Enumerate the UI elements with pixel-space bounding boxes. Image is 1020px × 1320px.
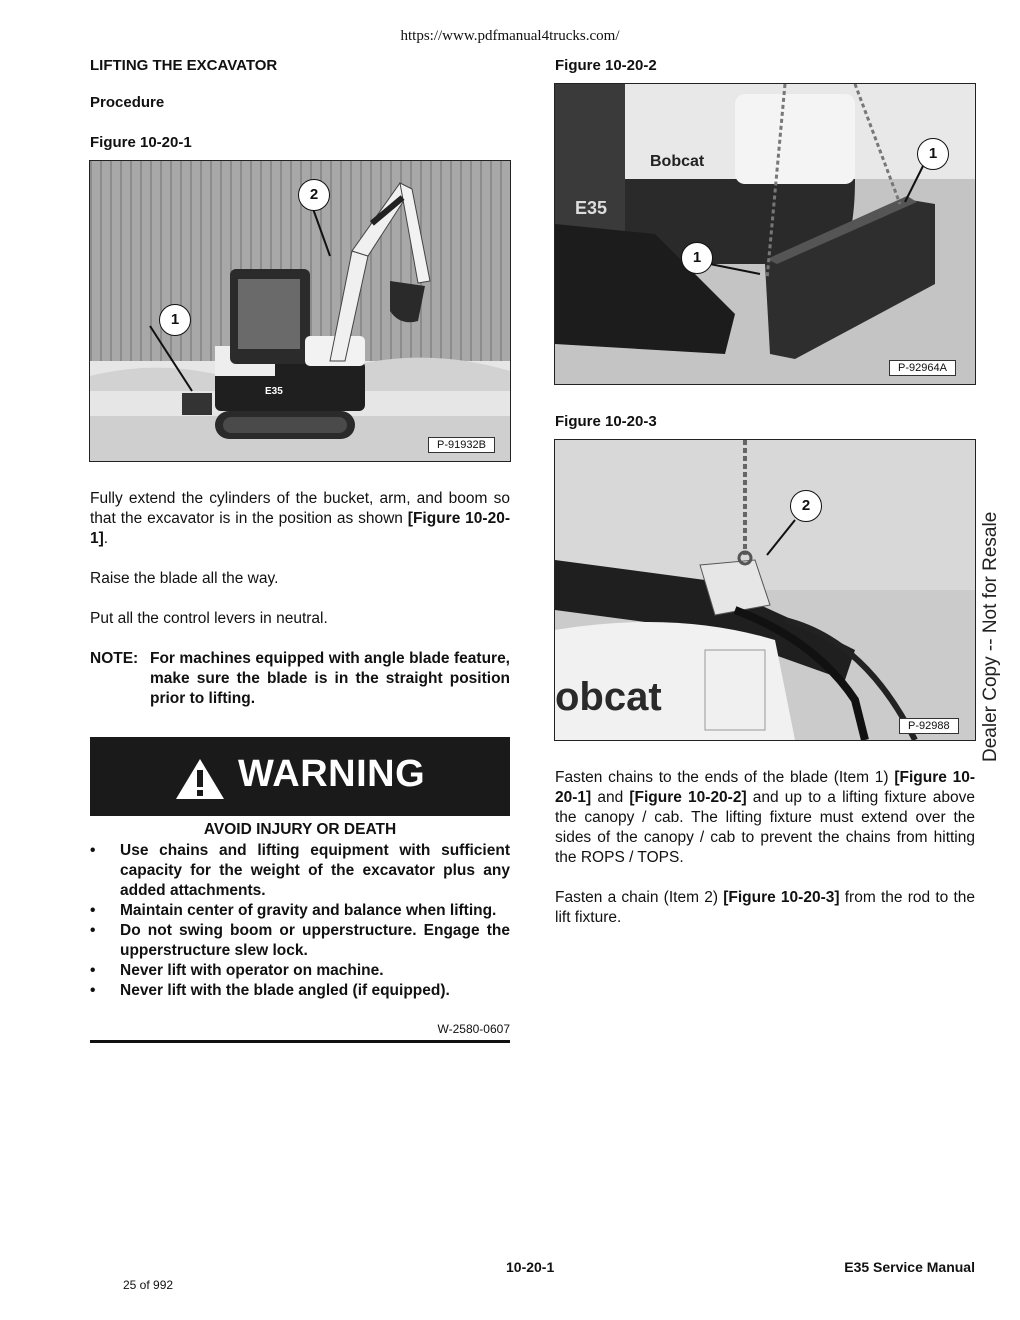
note-label: NOTE:: [90, 650, 139, 667]
section-title: LIFTING THE EXCAVATOR: [90, 57, 278, 74]
fasten-chains-text-a: Fasten chains to the ends of the blade (Item 1): [555, 769, 895, 786]
callout-1-fig1: 1: [159, 304, 191, 336]
warning-item: • Maintain center of gravity and balance when lifting.: [90, 901, 510, 921]
manual-title: E35 Service Manual: [844, 1259, 975, 1275]
callout-2-fig1: 2: [298, 179, 330, 211]
warning-bottom-rule: [90, 1040, 510, 1043]
warning-subtitle: AVOID INJURY OR DEATH: [203, 821, 397, 838]
page-number: 10-20-1: [506, 1259, 555, 1275]
callout-1-blade-end: 1: [917, 138, 949, 170]
figure-3-photo: [554, 439, 976, 741]
note-text: For machines equipped with angle blade feature, make sure the blade is in the straight position prior to lifting.: [150, 650, 510, 707]
figure-1-code: P-91932B: [428, 437, 495, 453]
callout-1-blade-mount: 1: [681, 242, 713, 274]
figure-1-caption: Figure 10-20-1: [90, 134, 192, 151]
figure-1-reference: [Figure 10-20-1]: [90, 510, 510, 547]
warning-title: WARNING: [238, 753, 426, 795]
instruction-fasten-blade-chains: [555, 768, 975, 868]
model-label-fig2: E35: [575, 198, 608, 218]
bobcat-partial-label: obcat: [555, 675, 662, 719]
figure-2-caption: Figure 10-20-2: [555, 57, 657, 74]
instruction-extend-cylinders: [90, 489, 510, 549]
warning-code: W-2580-0607: [437, 1022, 510, 1036]
fasten-chains-text-c: and up to a lifting fixture above the canopy / cab. The lifting fixture must extend over the sides of the canopy / cab to prevent the chains from hitting the ROPS / TOPS.: [555, 789, 975, 866]
figure-3-caption: Figure 10-20-3: [555, 413, 657, 430]
warning-banner: [90, 737, 510, 816]
note-block: [90, 649, 510, 709]
instruction-fasten-rod-chain: [555, 888, 975, 928]
callout-2-fig3: 2: [790, 490, 822, 522]
figure-3-reference: [Figure 10-20-3]: [723, 889, 840, 906]
figure-1-reference-right: [Figure 10-20-1]: [555, 769, 976, 806]
page-count: 25 of 992: [123, 1278, 174, 1292]
warning-item: • Never lift with the blade angled (if equipped).: [90, 981, 510, 1001]
instruction-raise-blade: Raise the blade all the way.: [90, 570, 279, 587]
source-url[interactable]: https://www.pdfmanual4trucks.com/: [400, 28, 620, 44]
warning-list: [90, 841, 510, 1001]
instruction-extend-text: Fully extend the cylinders of the bucket, arm, and boom so that the excavator is in the position as shown: [90, 490, 510, 527]
figure-2-code: P-92964A: [889, 360, 956, 376]
instruction-neutral-levers: Put all the control levers in neutral.: [90, 610, 328, 627]
warning-item: • Never lift with operator on machine.: [90, 961, 510, 981]
fasten-chains-text-b: and: [591, 789, 630, 806]
figure-1-photo: [89, 160, 511, 462]
figure-2-reference: [Figure 10-20-2]: [629, 789, 747, 806]
warning-item: • Do not swing boom or upperstructure. Engage the upperstructure slew lock.: [90, 921, 510, 961]
warning-triangle-icon: [174, 757, 226, 801]
fasten-rod-text-a: Fasten a chain (Item 2): [555, 889, 724, 906]
procedure-heading: Procedure: [90, 94, 165, 111]
instruction-extend-period: .: [103, 530, 109, 547]
dealer-copy-note: Dealer Copy -- Not for Resale: [980, 511, 1001, 762]
figure-3-code: P-92988: [899, 718, 959, 734]
bobcat-label-fig2: Bobcat: [650, 153, 705, 170]
figure-2-photo: [554, 83, 976, 385]
fasten-rod-text-b: from the rod to the lift fixture.: [555, 889, 975, 926]
warning-item: • Use chains and lifting equipment with sufficient capacity for the weight of the excavator plus any added attachments.: [90, 841, 510, 901]
model-label-fig1: E35: [265, 386, 283, 397]
